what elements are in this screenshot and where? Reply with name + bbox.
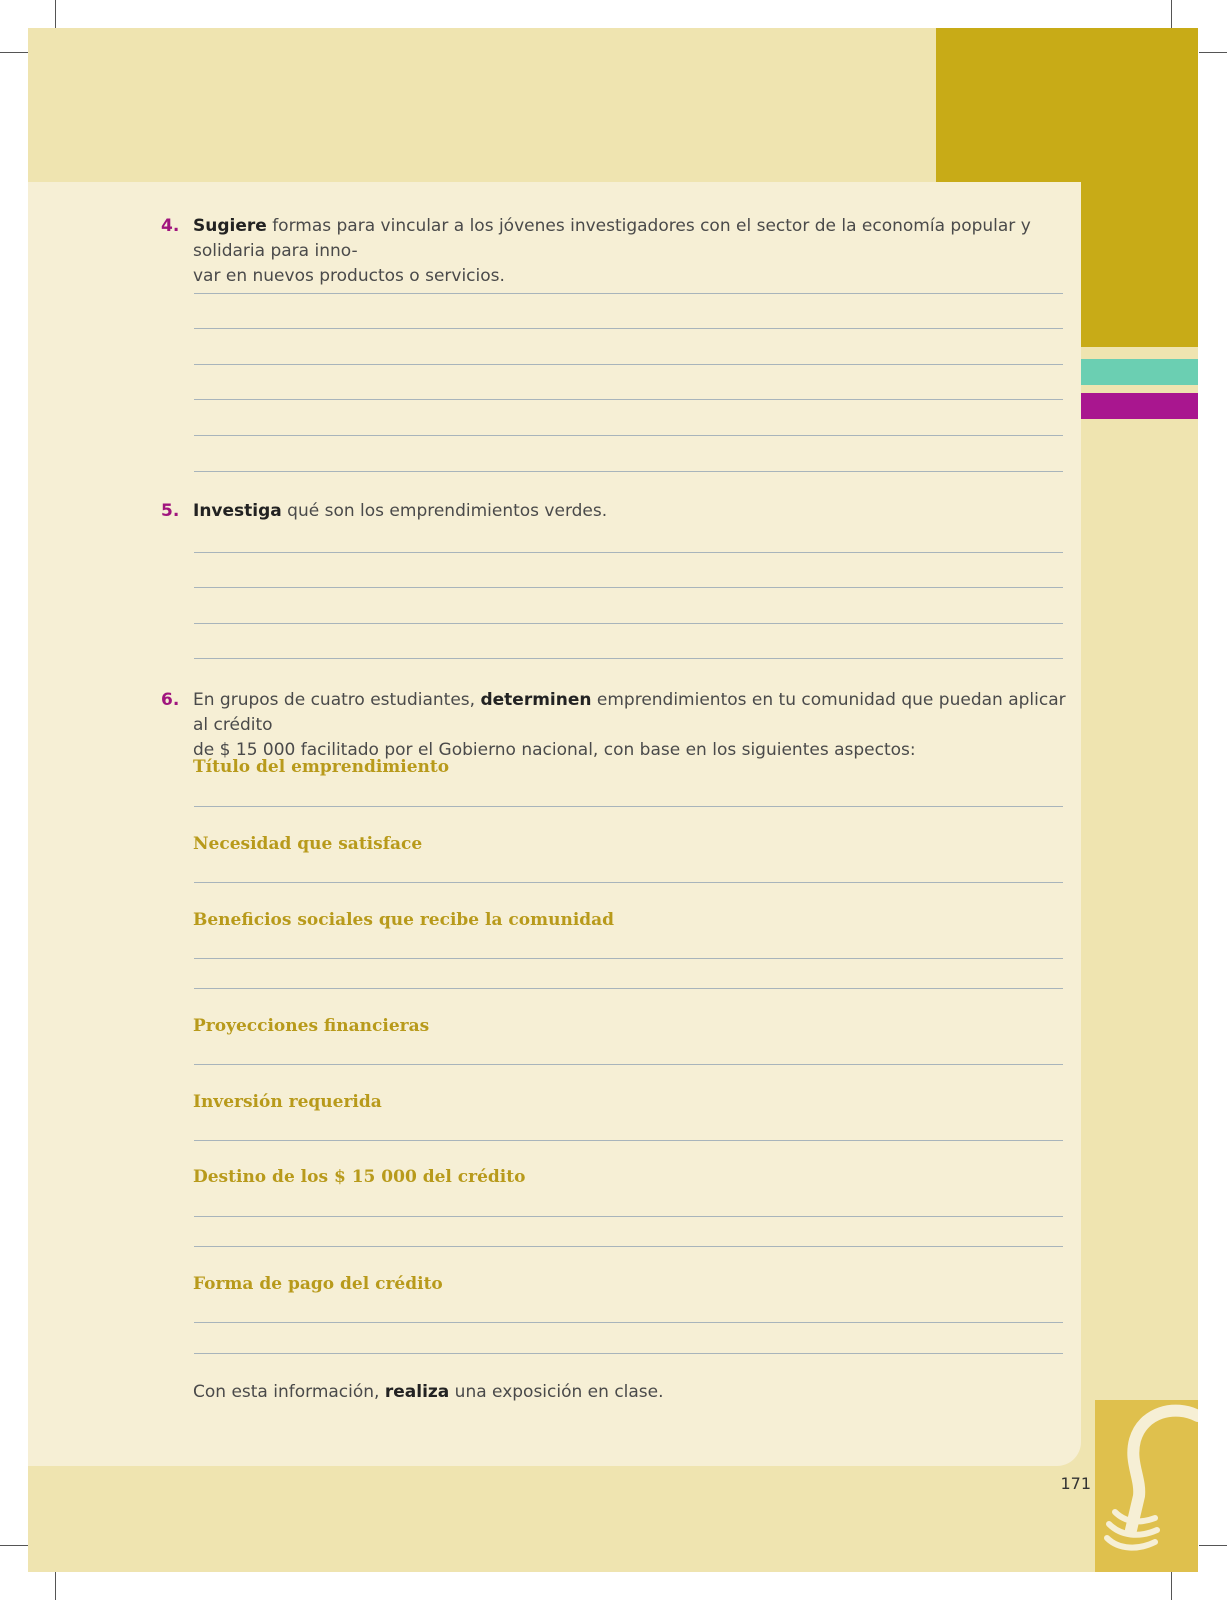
teal-accent-bar (1081, 359, 1198, 385)
field-label-social-benefits: Beneficios sociales que recibe la comunidad (193, 910, 615, 930)
answer-line[interactable] (194, 293, 1063, 294)
crop-mark (1171, 1572, 1172, 1600)
closing-verb: realiza (384, 1382, 450, 1402)
question-verb: determinen (480, 690, 592, 710)
field-label-payment-method: Forma de pago del crédito (193, 1274, 443, 1294)
answer-line[interactable] (194, 958, 1063, 959)
crop-mark (0, 52, 28, 53)
answer-line[interactable] (194, 364, 1063, 365)
question-number: 5. (161, 501, 180, 521)
crop-mark (1171, 0, 1172, 28)
answer-line[interactable] (194, 328, 1063, 329)
question-number: 4. (161, 216, 180, 236)
answer-line[interactable] (194, 399, 1063, 400)
question-verb: Investiga (193, 501, 282, 521)
answer-line[interactable] (194, 471, 1063, 472)
crop-mark (0, 1545, 28, 1546)
crop-mark (55, 1572, 56, 1600)
crop-mark (1199, 52, 1227, 53)
closing-instruction: Con esta información, realiza una exposición en clase. (193, 1382, 664, 1402)
field-label-investment: Inversión requerida (193, 1092, 382, 1112)
answer-line[interactable] (194, 658, 1063, 659)
field-label-financial-projections: Proyecciones financieras (193, 1016, 430, 1036)
answer-line[interactable] (194, 623, 1063, 624)
answer-line[interactable] (194, 1064, 1063, 1065)
answer-line[interactable] (194, 587, 1063, 588)
answer-line[interactable] (194, 1216, 1063, 1217)
answer-line[interactable] (194, 882, 1063, 883)
question-4-text: Sugiere formas para vincular a los jóvenes investigadores con el sector de la economía popular y solidaria para inno- var en nuevos productos o servicios. (193, 216, 1031, 286)
lightbulb-icon (1095, 1400, 1198, 1572)
magenta-accent-bar (1081, 393, 1198, 419)
question-5-text: Investiga qué son los emprendimientos verdes. (193, 501, 608, 521)
page-number: 171 (1060, 1474, 1091, 1493)
answer-line[interactable] (194, 1140, 1063, 1141)
content-panel (28, 182, 1081, 1466)
question-6-text: En grupos de cuatro estudiantes, determinen emprendimientos en tu comunidad que puedan aplicar al crédito de $ 15 000 facilitado por el Gobierno nacional, con base en los siguientes aspectos: (193, 690, 1066, 760)
answer-line[interactable] (194, 806, 1063, 807)
answer-line[interactable] (194, 552, 1063, 553)
answer-line[interactable] (194, 435, 1063, 436)
crop-mark (55, 0, 56, 28)
answer-line[interactable] (194, 1322, 1063, 1323)
question-verb: Sugiere (193, 216, 267, 236)
field-label-credit-destination: Destino de los $ 15 000 del crédito (193, 1167, 526, 1187)
question-number: 6. (161, 690, 180, 710)
answer-line[interactable] (194, 1353, 1063, 1354)
crop-mark (1199, 1545, 1227, 1546)
field-label-need: Necesidad que satisface (193, 834, 423, 854)
answer-line[interactable] (194, 1246, 1063, 1247)
answer-line[interactable] (194, 988, 1063, 989)
field-label-title: Título del emprendimiento (193, 757, 450, 777)
